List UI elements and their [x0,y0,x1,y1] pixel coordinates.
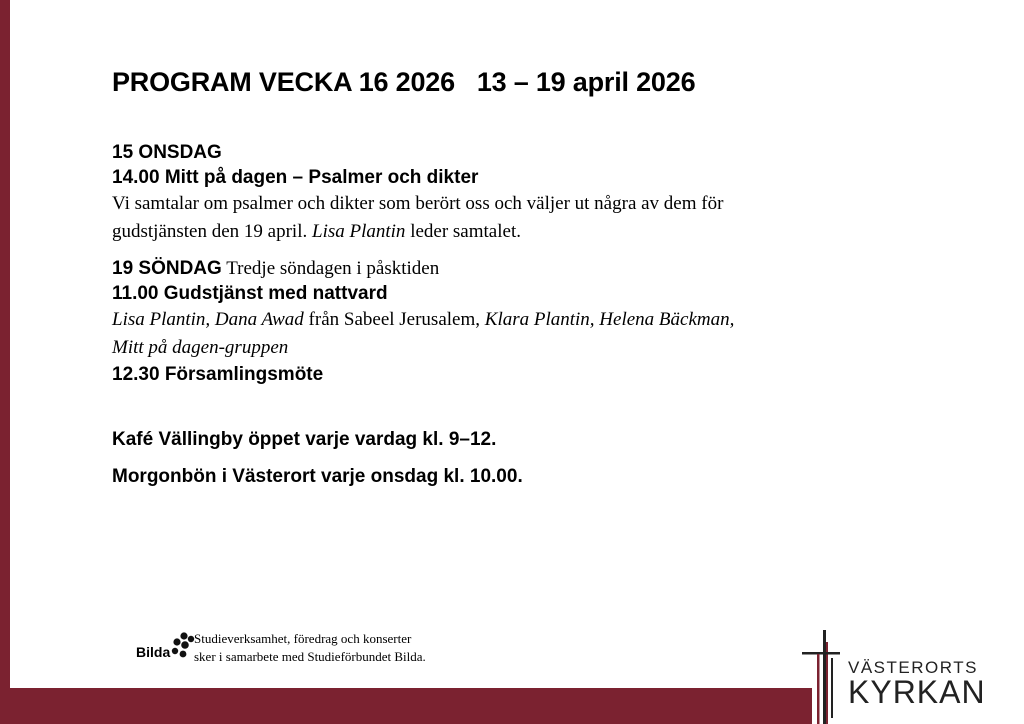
sunday-people-b: från Sabeel Jerusalem, [303,309,485,330]
sunday-participants [112,306,912,362]
wednesday-desc-line-1: Vi samtalar om psalmer och dikter som berört oss och väljer ut några av dem för [112,193,724,214]
bilda-logo-icon [169,631,195,661]
vasterorts-kyrkan-logo [798,628,998,724]
bottom-accent-bar [0,688,812,724]
sunday-people-d: Mitt på dagen-gruppen [112,337,289,358]
sunday-people-a: Lisa Plantin, Dana Awad [112,309,304,330]
logo-line-2: KYRKAN [848,674,986,710]
wednesday-event: 14.00 Mitt på dagen – Psalmer och dikter [112,167,479,188]
page-title: PROGRAM VECKA 16 2026 13 – 19 april 2026 [112,67,696,97]
wednesday-desc-2a: gudstjänsten den 19 april. [112,221,312,242]
program-content [112,62,912,501]
bilda-line-2: sker i samarbete med Studieförbundet Bilda. [194,649,426,664]
note-cafe: Kafé Vällingby öppet varje vardag kl. 9–12. [112,429,497,450]
sunday-day: 19 SÖNDAG [112,258,222,279]
left-accent-bar [0,0,10,724]
wednesday-leader: Lisa Plantin [312,221,406,242]
bilda-text [194,630,426,666]
wednesday-section [112,140,912,246]
note-morning-prayer: Morgonbön i Västerort varje onsdag kl. 10.00. [112,466,523,487]
sunday-section [112,256,912,387]
sunday-event-service: 11.00 Gudstjänst med nattvard [112,283,388,304]
wednesday-description [112,190,912,246]
wednesday-day: 15 ONSDAG [112,142,222,163]
bilda-credit [136,630,466,666]
wednesday-desc-2c: leder samtalet. [405,221,521,242]
sunday-day-line [112,256,912,281]
bilda-line-1: Studieverksamhet, föredrag och konserter [194,631,412,646]
sunday-day-desc: Tredje söndagen i påsktiden [221,258,440,279]
sunday-people-c: Klara Plantin, Helena Bäckman, [484,309,735,330]
bilda-wordmark: Bilda [136,644,171,660]
sunday-event-meeting: 12.30 Församlingsmöte [112,364,324,385]
notes-section [112,427,912,489]
cross-logo-icon [798,628,842,724]
logo-line-1: VÄSTERORTS [848,658,978,677]
